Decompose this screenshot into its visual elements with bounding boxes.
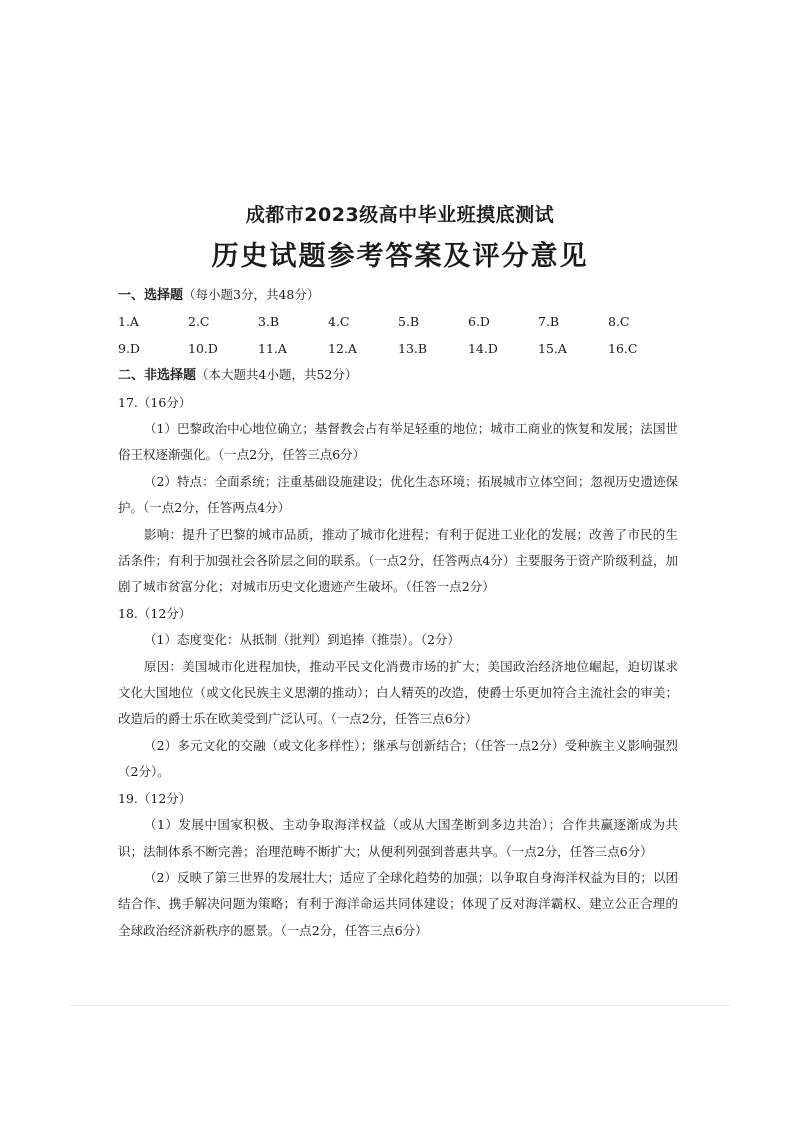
question-17-impact: 影响：提升了巴黎的城市品质，推动了城市化进程；有利于促进工业化的发展；改善了市民的生活条件；有利于加强社会各阶层之间的联系。（一点2分，任答两点4分）主要服务于资产阶级利益，加剧了城市贫富分化；对城市历史文化遗迹产生破坏。（任答一点2分）	[118, 526, 678, 595]
answer-item: 5.B	[398, 314, 420, 330]
question-18-part-1: （1）态度变化：从抵制（批判）到追捧（推崇）。（2分）	[144, 632, 460, 648]
page-divider	[70, 1005, 730, 1006]
answer-item: 1.A	[118, 314, 139, 330]
answer-item: 10.D	[188, 340, 218, 356]
answer-item: 7.B	[538, 314, 560, 330]
section-heading-multiple-choice	[118, 282, 678, 309]
answer-item: 16.C	[608, 340, 638, 356]
answer-item: 2.C	[188, 314, 210, 330]
question-19-heading: 19.（12分）	[118, 790, 192, 806]
answer-item: 14.D	[468, 340, 498, 356]
section-heading-non-choice	[118, 362, 678, 389]
answer-row-1	[118, 309, 678, 335]
answer-item: 9.D	[118, 340, 140, 356]
answer-item: 3.B	[258, 314, 280, 330]
question-19-part-1: （1）发展中国家积极、主动争取海洋权益（或从大国垄断到多边共治）；合作共赢逐渐成为共识；法制体系不断完善；治理范畴不断扩大；从便利列强到普惠共享。（一点2分，任答三点6分）	[118, 817, 678, 859]
document-subtitle: 历史试题参考答案及评分意见	[211, 241, 589, 272]
answer-item: 8.C	[608, 314, 630, 330]
question-17-part-2: （2）特点：全面系统；注重基础设施建设；优化生态环境；拓展城市立体空间；忽视历史遗迹保护。（一点2分，任答两点4分）	[118, 473, 678, 516]
section-label: 一、选择题	[118, 288, 184, 303]
answer-item: 6.D	[468, 314, 490, 330]
answer-row-2	[118, 336, 678, 362]
question-17-heading: 17.（16分）	[118, 394, 192, 410]
question-18-reasons: 原因：美国城市化进程加快，推动平民文化消费市场的扩大；美国政治经济地位崛起，迫切谋求文化大国地位（或文化民族主义思潮的推动）；白人精英的改造，使爵士乐更加符合主流社会的审美；改造后的爵士乐在欧美受到广泛认可。（一点2分，任答三点6分）	[118, 658, 678, 727]
answer-item: 4.C	[328, 314, 350, 330]
document-body	[118, 282, 678, 944]
question-18-heading: 18.（12分）	[118, 605, 192, 621]
section-label: 二、非选择题	[118, 368, 197, 384]
document-title: 成都市2023级高中毕业班摸底测试	[245, 204, 555, 226]
question-19-part-2: （2）反映了第三世界的发展壮大；适应了全球化趋势的加强；以争取自身海洋权益为目的；以团结合作、携手解决问题为策略；有利于海洋命运共同体建设；体现了反对海洋霸权、建立公正合理的全球政治经济新秩序的愿景。（一点2分，任答三点6分）	[118, 869, 678, 938]
question-17-part-1: （1）巴黎政治中心地位确立；基督教会占有举足轻重的地位；城市工商业的恢复和发展；法国世俗王权逐渐强化。（一点2分，任答三点6分）	[118, 421, 678, 463]
answer-item: 11.A	[258, 340, 287, 356]
section-note: （每小题3分，共48分）	[183, 287, 320, 302]
section-note: （本大题共4小题，共52分）	[196, 367, 358, 383]
answer-item: 13.B	[398, 340, 428, 356]
answer-item: 12.A	[328, 340, 357, 356]
answer-item: 15.A	[538, 340, 567, 356]
question-18-part-2: （2）多元文化的交融（或文化多样性）；继承与创新结合；（任答一点2分）受种族主义影响强烈（2分）。	[118, 737, 678, 780]
